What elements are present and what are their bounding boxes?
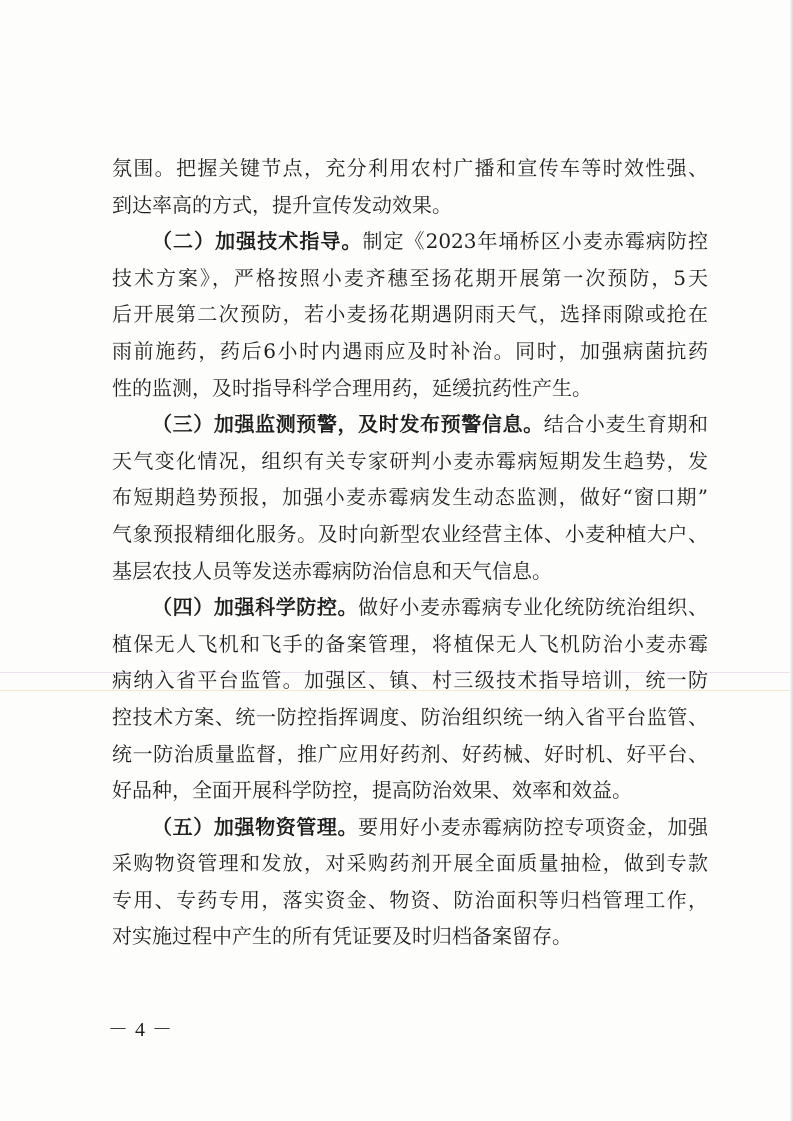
text-line: 统一防治质量监督，推广应用好药剂、好药械、好时机、好平台、	[112, 741, 708, 766]
paragraph-first-line	[112, 223, 708, 260]
text-line: 植保无人飞机和飞手的备案管理，将植保无人飞机防治小麦赤霉	[112, 631, 708, 656]
section-heading: （三）加强监测预警，及时发布预警信息。	[152, 412, 544, 437]
paragraph-first-line	[112, 589, 708, 626]
text-run: 结合小麦生育期和	[543, 412, 708, 437]
text-line: 病纳入省平台监管。加强区、镇、村三级技术指导培训，统一防	[112, 668, 708, 693]
text-line: 天气变化情况，组织有关专家研判小麦赤霉病短期发生趋势，发	[112, 448, 708, 473]
text-run: 制定《2023年埇桥区小麦赤霉病防控	[362, 229, 708, 254]
page-number: － 4 －	[108, 1019, 173, 1041]
text-line: 技术方案》，严格按照小麦齐穗至扬花期开展第一次预防，5天	[112, 265, 708, 290]
text-line: 布短期趋势预报，加强小麦赤霉病发生动态监测，做好“窗口期”	[112, 485, 708, 510]
text-run: 做好小麦赤霉病专业化统防统治组织、	[358, 595, 708, 620]
paragraph-first-line	[112, 809, 708, 846]
section-heading: （二）加强技术指导。	[152, 229, 363, 254]
section-heading: （五）加强物资管理。	[152, 814, 359, 839]
text-line: 控技术方案、统一防控指挥调度、防治组织统一纳入省平台监管、	[112, 704, 708, 729]
text-line: 基层农技人员等发送赤霉病防治信息和天气信息。	[112, 558, 552, 583]
text-line: 氛围。把握关键节点，充分利用农村广播和宣传车等时效性强、	[112, 156, 708, 180]
body-text	[112, 150, 708, 955]
text-line: 采购物资管理和发放，对采购药剂开展全面质量抽检，做到专款	[112, 851, 708, 876]
text-line: 雨前施药，药后6小时内遇雨应及时补治。同时，加强病菌抗药	[112, 338, 708, 363]
text-line: 气象预报精细化服务。及时向新型农业经营主体、小麦种植大户、	[112, 521, 708, 546]
text-line: 后开展第二次预防，若小麦扬花期遇阴雨天气，选择雨隙或抢在	[112, 302, 708, 327]
text-line: 专用、专药专用，落实资金、物资、防治面积等归档管理工作，	[112, 887, 708, 912]
text-line: 对实施过程中产生的所有凭证要及时归档备案留存。	[112, 924, 572, 949]
paragraph-first-line	[112, 406, 708, 443]
text-line: 性的监测，及时指导科学合理用药，延缓抗药性产生。	[112, 375, 592, 400]
text-run: 要用好小麦赤霉病防控专项资金，加强	[358, 814, 708, 839]
text-line: 到达率高的方式，提升宣传发动效果。	[112, 192, 452, 217]
section-heading: （四）加强科学防控。	[152, 595, 359, 620]
text-line: 好品种，全面开展科学防控，提高防治效果、效率和效益。	[112, 778, 632, 803]
